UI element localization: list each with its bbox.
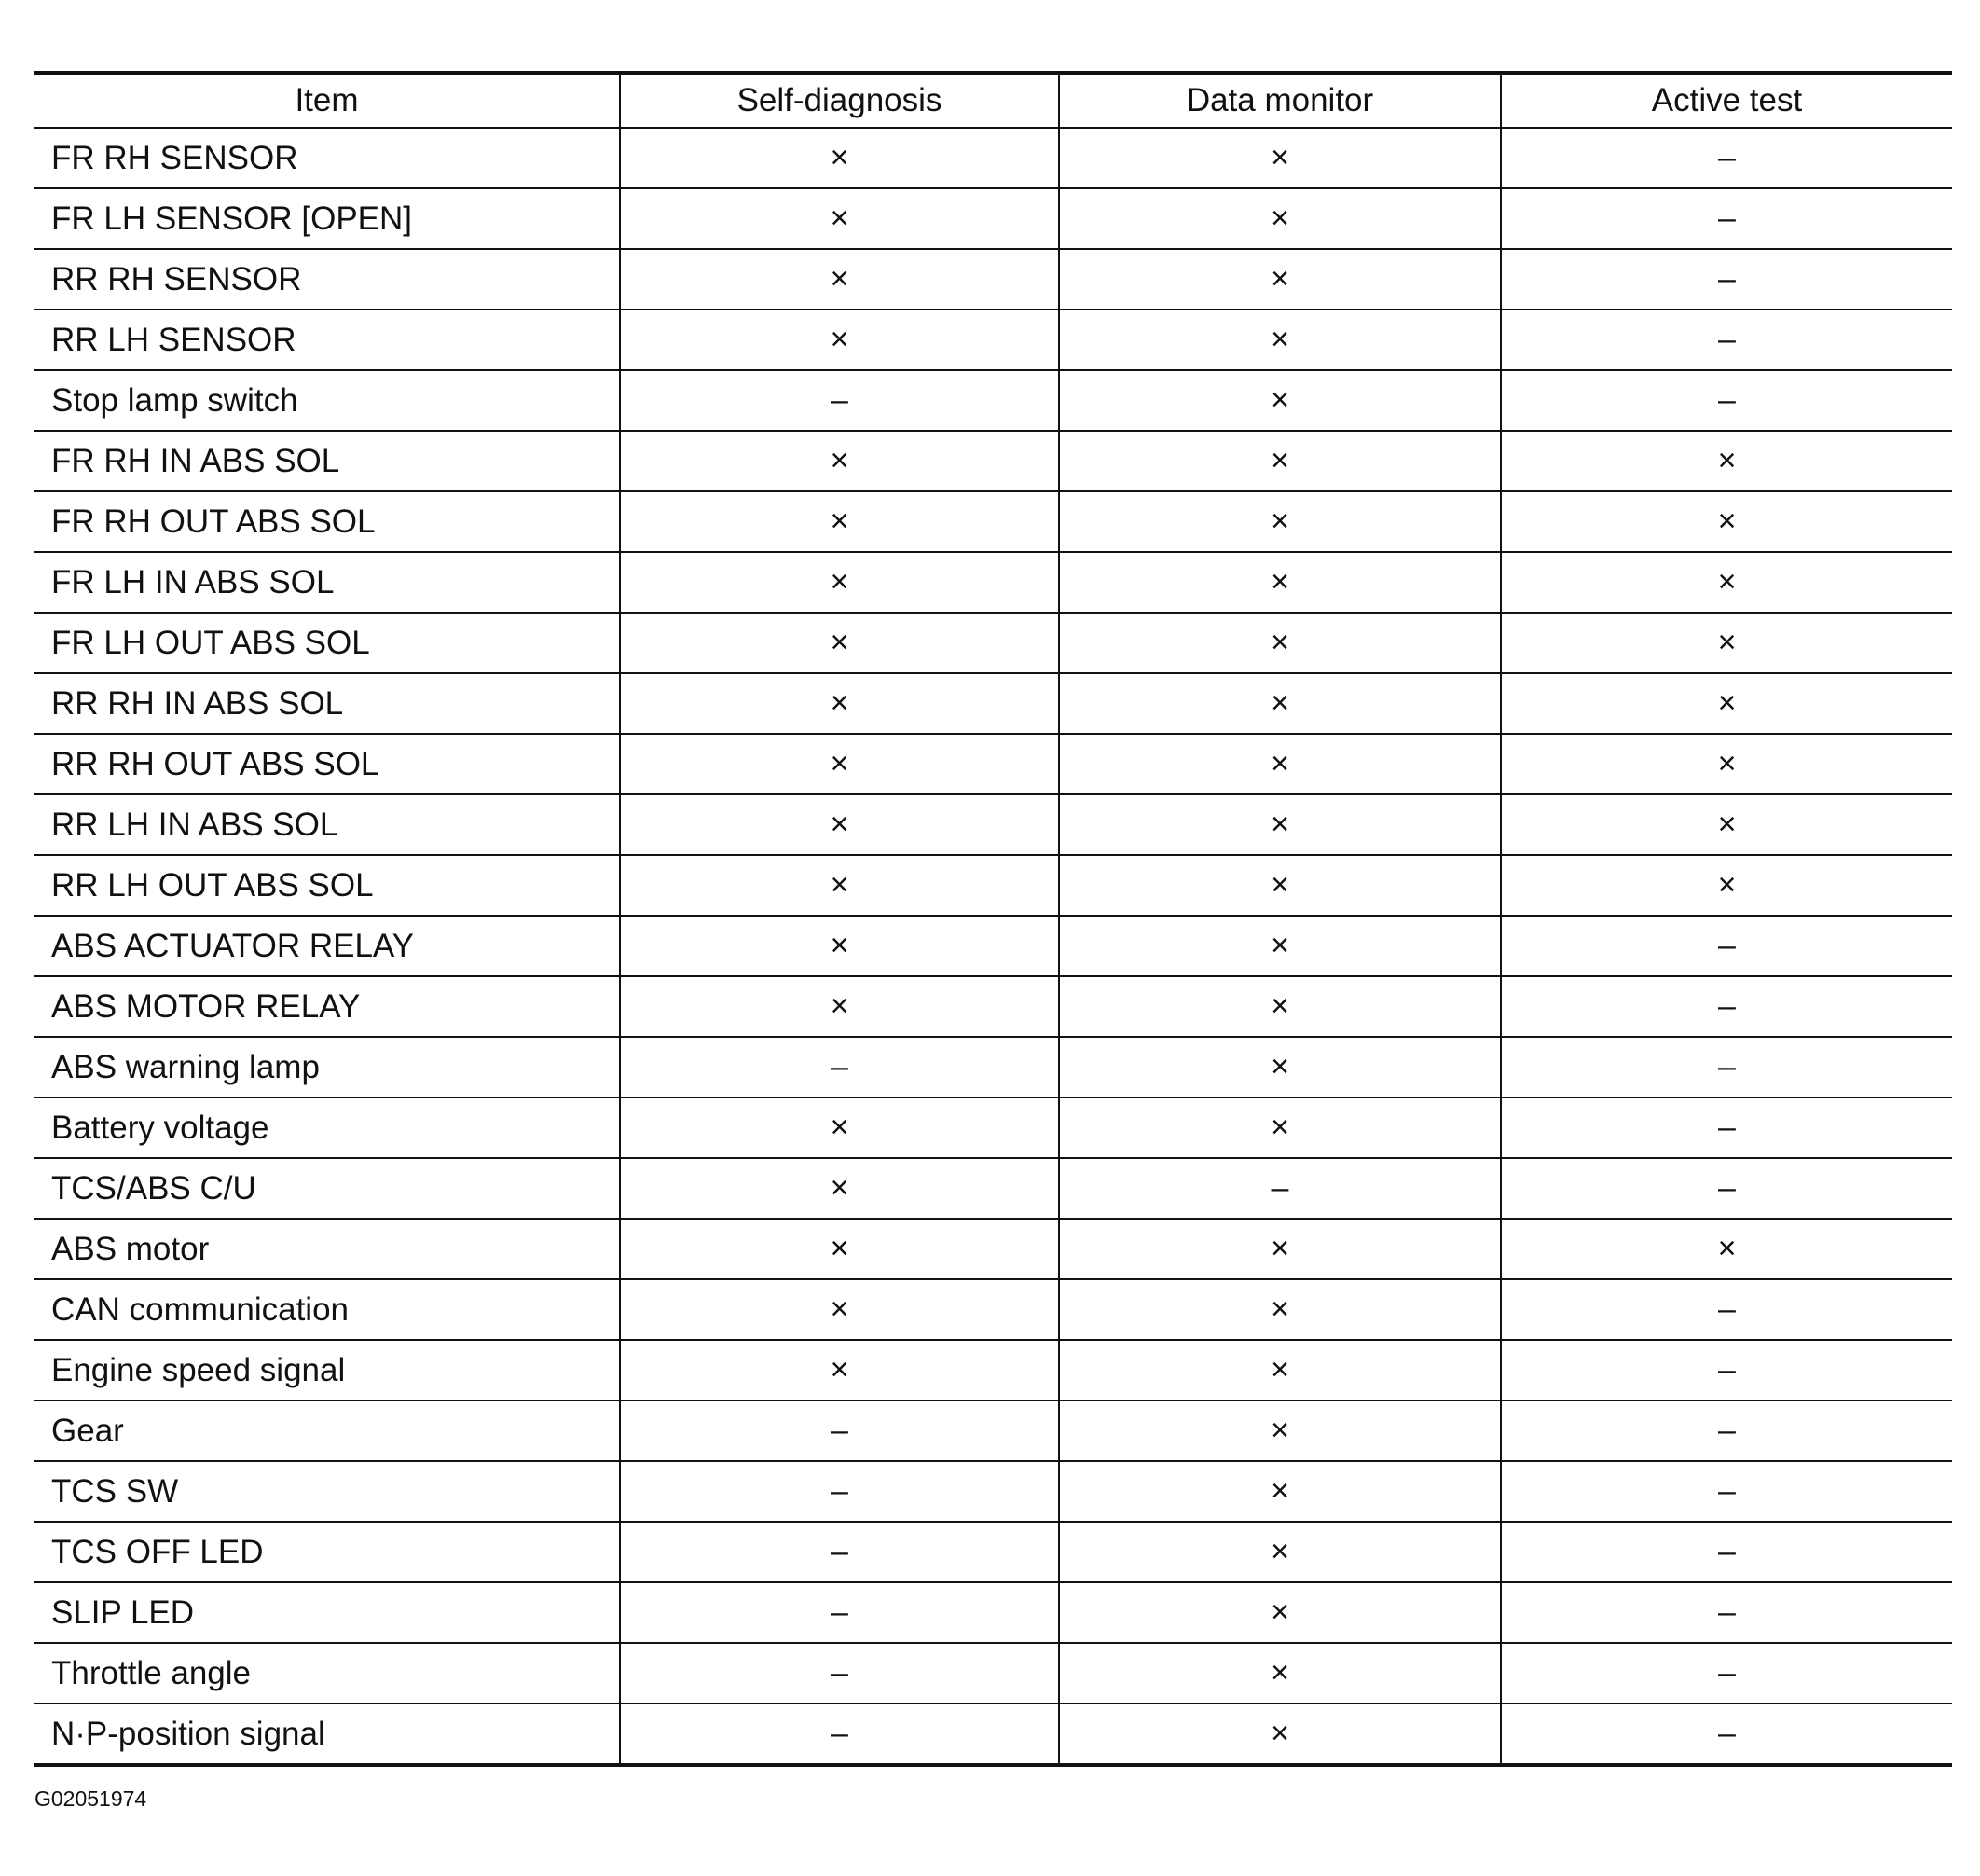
data-monitor-cell: × — [1059, 128, 1501, 188]
active-test-cell: – — [1501, 1461, 1952, 1522]
header-item: Item — [34, 73, 620, 128]
item-cell: RR LH OUT ABS SOL — [34, 855, 620, 916]
self-diagnosis-cell: × — [620, 976, 1059, 1037]
self-diagnosis-cell: × — [620, 613, 1059, 673]
self-diagnosis-cell: × — [620, 491, 1059, 552]
active-test-cell: – — [1501, 1037, 1952, 1097]
item-cell: FR LH OUT ABS SOL — [34, 613, 620, 673]
self-diagnosis-cell: × — [620, 734, 1059, 794]
item-cell: ABS warning lamp — [34, 1037, 620, 1097]
item-cell: ABS motor — [34, 1219, 620, 1279]
table-row — [34, 431, 1952, 491]
data-monitor-cell: × — [1059, 188, 1501, 249]
data-monitor-cell: × — [1059, 1400, 1501, 1461]
active-test-cell: – — [1501, 1400, 1952, 1461]
active-test-cell: – — [1501, 128, 1952, 188]
self-diagnosis-cell: × — [620, 310, 1059, 370]
table-row — [34, 794, 1952, 855]
item-cell: ABS MOTOR RELAY — [34, 976, 620, 1037]
self-diagnosis-cell: – — [620, 1400, 1059, 1461]
data-monitor-cell: × — [1059, 249, 1501, 310]
item-cell: Stop lamp switch — [34, 370, 620, 431]
self-diagnosis-cell: × — [620, 673, 1059, 734]
active-test-cell: × — [1501, 673, 1952, 734]
self-diagnosis-cell: × — [620, 249, 1059, 310]
self-diagnosis-cell: × — [620, 1219, 1059, 1279]
data-monitor-cell: × — [1059, 734, 1501, 794]
active-test-cell: – — [1501, 1522, 1952, 1582]
self-diagnosis-cell: × — [620, 1279, 1059, 1340]
self-diagnosis-cell: × — [620, 794, 1059, 855]
table-row — [34, 1219, 1952, 1279]
item-cell: ABS ACTUATOR RELAY — [34, 916, 620, 976]
item-cell: TCS/ABS C/U — [34, 1158, 620, 1219]
self-diagnosis-cell: × — [620, 855, 1059, 916]
data-monitor-cell: × — [1059, 855, 1501, 916]
table-row — [34, 370, 1952, 431]
table-row — [34, 188, 1952, 249]
data-monitor-cell: × — [1059, 1461, 1501, 1522]
self-diagnosis-cell: × — [620, 431, 1059, 491]
active-test-cell: – — [1501, 1582, 1952, 1643]
self-diagnosis-cell: – — [620, 1704, 1059, 1765]
self-diagnosis-cell: × — [620, 1158, 1059, 1219]
item-cell: FR RH IN ABS SOL — [34, 431, 620, 491]
active-test-cell: × — [1501, 431, 1952, 491]
active-test-cell: – — [1501, 1643, 1952, 1704]
header-active-test: Active test — [1501, 73, 1952, 128]
self-diagnosis-cell: – — [620, 1643, 1059, 1704]
item-cell: N·P-position signal — [34, 1704, 620, 1765]
data-monitor-cell: × — [1059, 673, 1501, 734]
item-cell: RR RH OUT ABS SOL — [34, 734, 620, 794]
self-diagnosis-cell: – — [620, 1037, 1059, 1097]
table-row — [34, 613, 1952, 673]
item-cell: FR RH OUT ABS SOL — [34, 491, 620, 552]
item-cell: FR LH SENSOR [OPEN] — [34, 188, 620, 249]
table-row — [34, 1097, 1952, 1158]
item-cell: Gear — [34, 1400, 620, 1461]
table-body — [34, 128, 1952, 1765]
active-test-cell: – — [1501, 1279, 1952, 1340]
self-diagnosis-cell: – — [620, 370, 1059, 431]
diagnosis-table — [34, 71, 1952, 1767]
active-test-cell: × — [1501, 855, 1952, 916]
table-row — [34, 249, 1952, 310]
active-test-cell: × — [1501, 552, 1952, 613]
active-test-cell: – — [1501, 1097, 1952, 1158]
table-row — [34, 552, 1952, 613]
active-test-cell: – — [1501, 370, 1952, 431]
active-test-cell: × — [1501, 613, 1952, 673]
data-monitor-cell: – — [1059, 1158, 1501, 1219]
data-monitor-cell: × — [1059, 552, 1501, 613]
data-monitor-cell: × — [1059, 1522, 1501, 1582]
active-test-cell: × — [1501, 734, 1952, 794]
active-test-cell: × — [1501, 794, 1952, 855]
data-monitor-cell: × — [1059, 1340, 1501, 1400]
data-monitor-cell: × — [1059, 1643, 1501, 1704]
active-test-cell: – — [1501, 188, 1952, 249]
table-row — [34, 1037, 1952, 1097]
item-cell: TCS OFF LED — [34, 1522, 620, 1582]
item-cell: Throttle angle — [34, 1643, 620, 1704]
active-test-cell: – — [1501, 916, 1952, 976]
data-monitor-cell: × — [1059, 1704, 1501, 1765]
data-monitor-cell: × — [1059, 431, 1501, 491]
self-diagnosis-cell: × — [620, 552, 1059, 613]
item-cell: TCS SW — [34, 1461, 620, 1522]
data-monitor-cell: × — [1059, 370, 1501, 431]
data-monitor-cell: × — [1059, 976, 1501, 1037]
item-cell: FR LH IN ABS SOL — [34, 552, 620, 613]
header-data-monitor: Data monitor — [1059, 73, 1501, 128]
item-cell: RR RH SENSOR — [34, 249, 620, 310]
self-diagnosis-cell: × — [620, 1340, 1059, 1400]
data-monitor-cell: × — [1059, 1279, 1501, 1340]
item-cell: RR LH IN ABS SOL — [34, 794, 620, 855]
active-test-cell: – — [1501, 1340, 1952, 1400]
table-row — [34, 1279, 1952, 1340]
item-cell: CAN communication — [34, 1279, 620, 1340]
table-row — [34, 1461, 1952, 1522]
data-monitor-cell: × — [1059, 491, 1501, 552]
data-monitor-cell: × — [1059, 310, 1501, 370]
table-row — [34, 1158, 1952, 1219]
table-row — [34, 491, 1952, 552]
item-cell: RR RH IN ABS SOL — [34, 673, 620, 734]
active-test-cell: – — [1501, 976, 1952, 1037]
self-diagnosis-cell: × — [620, 188, 1059, 249]
active-test-cell: – — [1501, 1704, 1952, 1765]
data-monitor-cell: × — [1059, 613, 1501, 673]
self-diagnosis-cell: × — [620, 1097, 1059, 1158]
table-row — [34, 1643, 1952, 1704]
table-header-row — [34, 73, 1952, 128]
figure-id: G02051974 — [34, 1786, 147, 1811]
data-monitor-cell: × — [1059, 1037, 1501, 1097]
table-row — [34, 1704, 1952, 1765]
active-test-cell: × — [1501, 1219, 1952, 1279]
table-row — [34, 1522, 1952, 1582]
active-test-cell: – — [1501, 1158, 1952, 1219]
table-row — [34, 1340, 1952, 1400]
active-test-cell: × — [1501, 491, 1952, 552]
table-row — [34, 673, 1952, 734]
self-diagnosis-cell: × — [620, 916, 1059, 976]
item-cell: RR LH SENSOR — [34, 310, 620, 370]
active-test-cell: – — [1501, 249, 1952, 310]
table-row — [34, 855, 1952, 916]
active-test-cell: – — [1501, 310, 1952, 370]
header-self-diagnosis: Self-diagnosis — [620, 73, 1059, 128]
data-monitor-cell: × — [1059, 1582, 1501, 1643]
data-monitor-cell: × — [1059, 1097, 1501, 1158]
self-diagnosis-cell: – — [620, 1522, 1059, 1582]
data-monitor-cell: × — [1059, 916, 1501, 976]
data-monitor-cell: × — [1059, 794, 1501, 855]
self-diagnosis-cell: × — [620, 128, 1059, 188]
table-row — [34, 128, 1952, 188]
item-cell: Engine speed signal — [34, 1340, 620, 1400]
item-cell: SLIP LED — [34, 1582, 620, 1643]
table-row — [34, 734, 1952, 794]
table-row — [34, 976, 1952, 1037]
table-row — [34, 916, 1952, 976]
self-diagnosis-cell: – — [620, 1582, 1059, 1643]
data-monitor-cell: × — [1059, 1219, 1501, 1279]
item-cell: Battery voltage — [34, 1097, 620, 1158]
table-row — [34, 1582, 1952, 1643]
table-row — [34, 1400, 1952, 1461]
item-cell: FR RH SENSOR — [34, 128, 620, 188]
table-row — [34, 310, 1952, 370]
self-diagnosis-cell: – — [620, 1461, 1059, 1522]
